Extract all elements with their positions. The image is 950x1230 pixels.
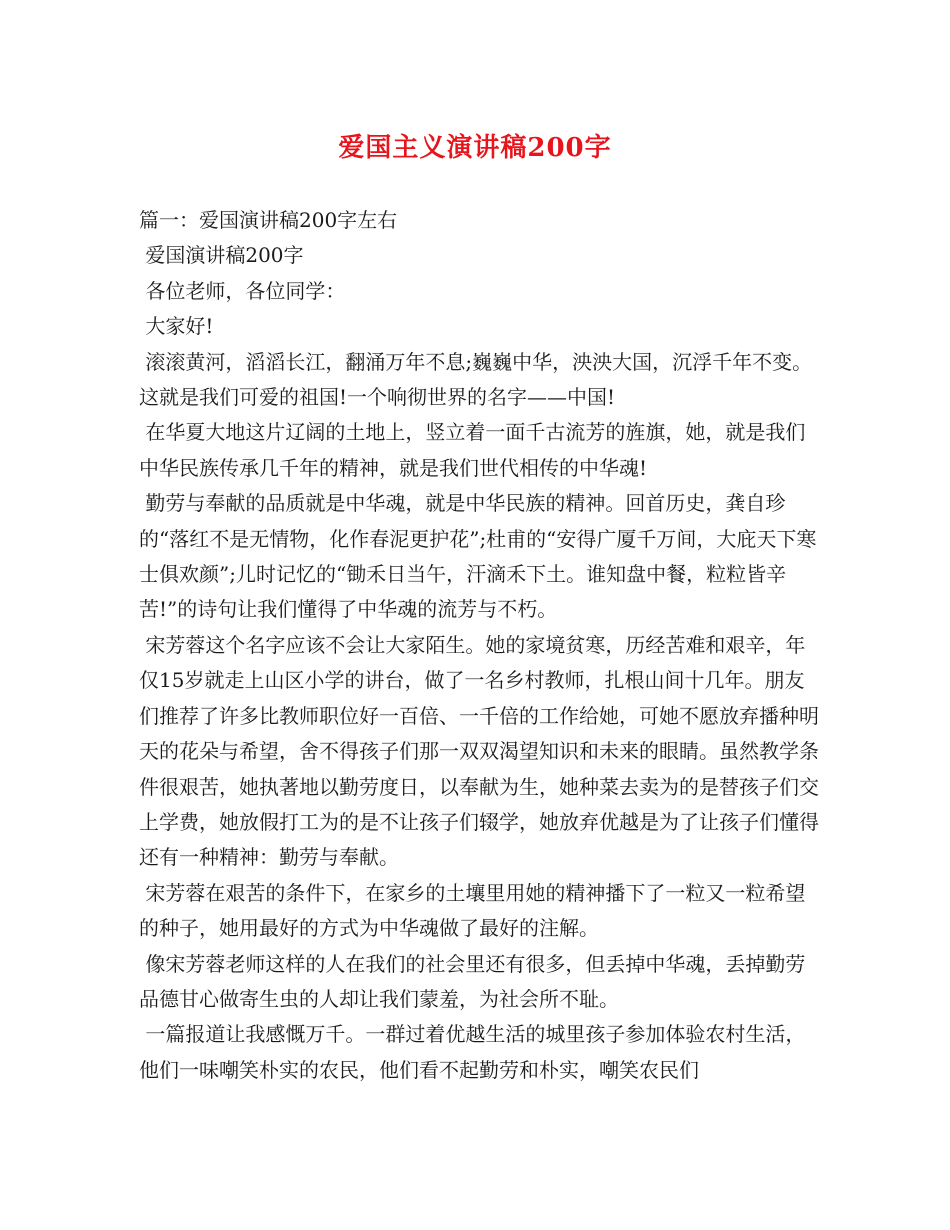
paragraph: 宋芳蓉在艰苦的条件下，在家乡的土壤里用她的精神播下了一粒又一粒希望的种子，她用最好的方式为中华魂做了最好的注解。 [139,880,806,941]
speech-title: 爱国演讲稿200字 [139,243,304,268]
document-title: 爱国主义演讲稿200字 [338,133,612,163]
paragraph: 滚滚黄河，滔滔长江，翻涌万年不息;巍巍中华，泱泱大国，沉浮千年不变。这就是我们可爱的祖国!一个响彻世界的名字——中国! [139,349,813,410]
paragraph: 勤劳与奉献的品质就是中华魂，就是中华民族的精神。回首历史，龚自珍的“落红不是无情物，化作春泥更护花”;杜甫的“安得广厦千万间，大庇天下寒士俱欢颜”;儿时记忆的“锄禾日当午，汗滴禾下土。谁知盘中餐，粒粒皆辛苦!”的诗句让我们懂得了中华魂的流芳与不朽。 [139,491,817,622]
salutation: 各位老师，各位同学： [139,278,346,303]
document-body [139,203,819,1088]
paragraph: 一篇报道让我感慨万千。一群过着优越生活的城里孩子参加体验农村生活，他们一味嘲笑朴实的农民，他们看不起勤劳和朴实，嘲笑农民们 [139,1022,806,1082]
paragraph: 像宋芳蓉老师这样的人在我们的社会里还有很多，但丢掉中华魂，丢掉勤劳品德甘心做寄生虫的人却让我们蒙羞，为社会所不耻。 [139,951,806,1011]
paragraph: 在华夏大地这片辽阔的土地上，竖立着一面千古流芳的旌旗，她，就是我们中华民族传承几千年的精神，就是我们世代相传的中华魂! [139,420,806,480]
greeting: 大家好! [139,314,214,339]
paragraph: 宋芳蓉这个名字应该不会让大家陌生。她的家境贫寒，历经苦难和艰辛，年仅15岁就走上山区小学的讲台，做了一名乡村教师，扎根山间十几年。朋友们推荐了许多比教师职位好一百倍、一千倍的工作给她，可她不愿放弃播种明天的花朵与希望，舍不得孩子们那一双双渴望知识和未来的眼睛。虽然教学条件很艰苦，她执著地以勤劳度日，以奉献为生，她种菜去卖为的是替孩子们交上学费，她放假打工为的是不让孩子们辍学，她放弃优越是为了让孩子们懂得还有一种精神：勤劳与奉献。 [139,632,819,870]
section-heading: 篇一：爱国演讲稿200字左右 [139,208,398,232]
